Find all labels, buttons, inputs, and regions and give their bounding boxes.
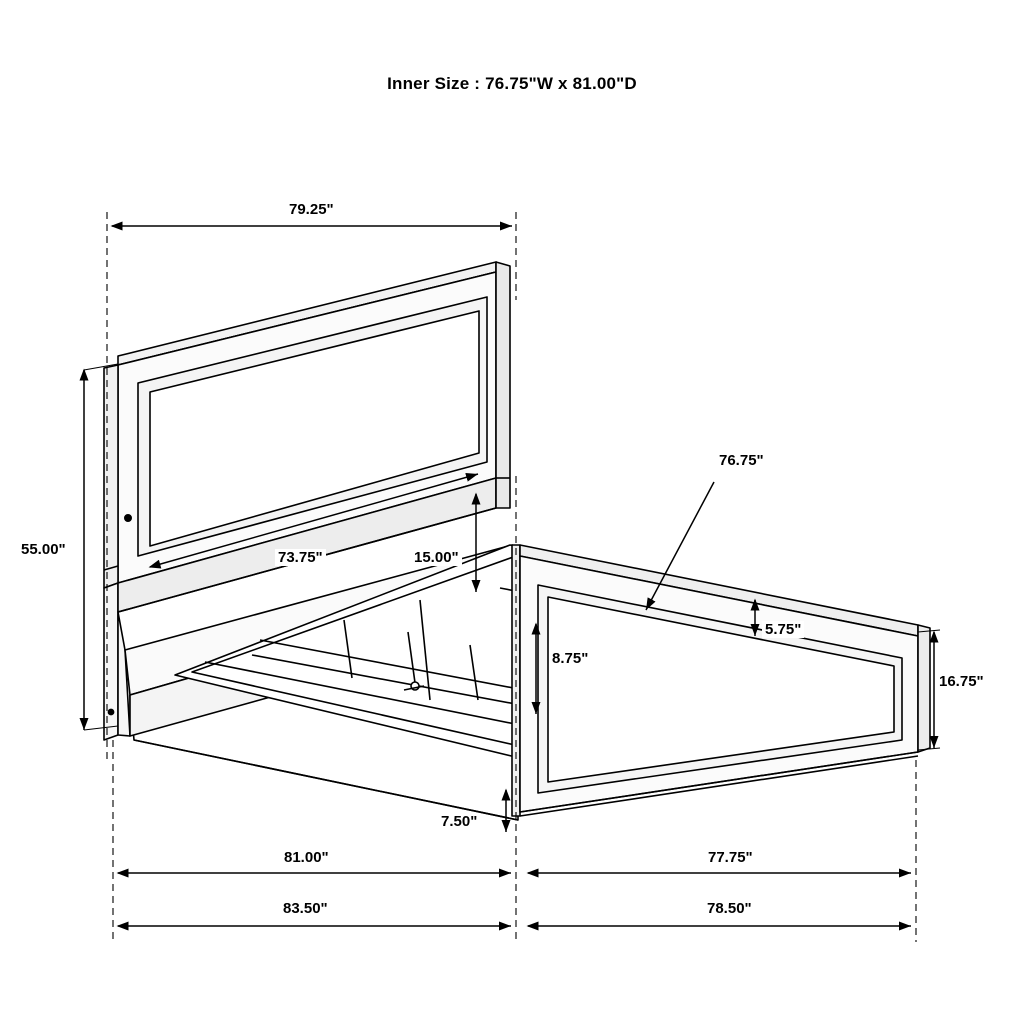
dimension-label-overall-height: 55.00" — [18, 541, 69, 558]
dimension-label-headboard-inner-width: 73.75" — [275, 549, 326, 566]
dimension-label-headboard-width: 79.25" — [286, 201, 337, 218]
dimension-label-footboard-height: 16.75" — [936, 673, 987, 690]
page-title: Inner Size : 76.75"W x 81.00"D — [387, 74, 637, 93]
dimension-label-footboard-width-top: 77.75" — [705, 849, 756, 866]
dimension-label-deck-to-headboard-top: 15.00" — [411, 549, 462, 566]
dimension-label-deck-height: 8.75" — [549, 650, 591, 667]
dimension-label-clearance-height: 7.50" — [438, 813, 480, 830]
dimension-label-overall-length: 83.50" — [280, 900, 331, 917]
dimension-label-overall-width: 78.50" — [704, 900, 755, 917]
dimension-label-rail-length-left: 81.00" — [281, 849, 332, 866]
dimension-label-slat-thickness: 5.75" — [762, 621, 804, 638]
dimension-label-side-rail-callout: 76.75" — [716, 452, 767, 469]
